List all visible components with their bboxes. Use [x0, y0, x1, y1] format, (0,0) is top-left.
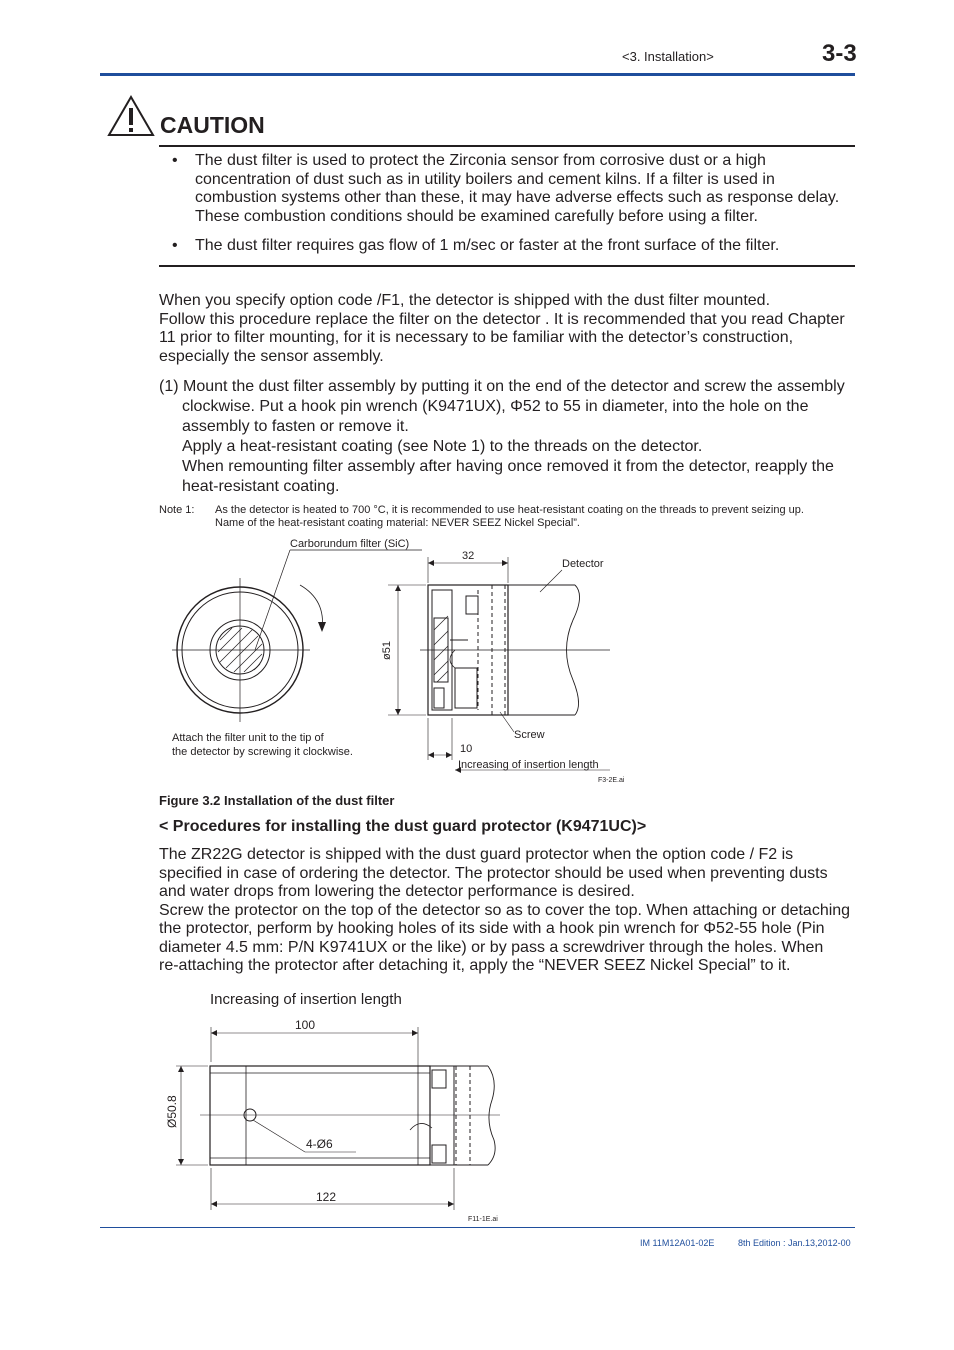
attach-note-line-2: the detector by screwing it clockwise.: [172, 746, 353, 758]
section-title: <3. Installation>: [622, 49, 714, 64]
bullet-line: The dust filter requires gas flow of 1 m/sec or faster at the front surface of the filter.: [195, 237, 780, 254]
para-line: Screw the protector on the top of the detector so as to cover the top. When attaching or detaching: [159, 901, 851, 919]
figure-caption: Figure 3.2 Installation of the dust filter: [159, 793, 395, 808]
section-heading: < Procedures for installing the dust guard protector (K9471UC)>: [159, 818, 647, 835]
note-1: [159, 504, 859, 532]
caution-bullet-list-2: [172, 237, 862, 256]
edition-info: 8th Edition : Jan.13,2012-00: [738, 1238, 851, 1248]
step-1: [159, 377, 859, 497]
step-line: assembly to fasten or remove it.: [182, 418, 409, 435]
document-id: IM 11M12A01-02E: [640, 1238, 715, 1248]
para-line: the protector, perform by hooking holes of its side with a hook pin wrench for Φ52-55 hole (Pin: [159, 920, 825, 937]
page-number: 3-3: [822, 40, 857, 67]
caution-bullet-1: [172, 152, 862, 226]
bullet-line: concentration of dust such as in utility boilers and cement kilns. If a filter is used in: [195, 170, 775, 188]
intro-paragraph: [159, 292, 859, 366]
step-line: clockwise. Put a hook pin wrench (K9471UX), Φ52 to 55 in diameter, into the hole on the: [182, 398, 809, 415]
insertion-label-2: Increasing of insertion length: [210, 991, 402, 1008]
para-line: and water drops from lowering the detector performance is desired.: [159, 883, 635, 900]
dim-50-8: Ø50.8: [165, 1095, 179, 1128]
para-line: The ZR22G detector is shipped with the dust guard protector when the option code / F2 is: [159, 846, 794, 863]
dim-100: 100: [295, 1018, 316, 1032]
screw-label: Screw: [514, 729, 545, 741]
dim-51: ø51: [381, 641, 393, 660]
insertion-label: Increasing of insertion length: [458, 759, 599, 771]
footer-divider: [100, 1227, 855, 1228]
caution-bullet-list: [172, 152, 862, 226]
bullet-line: combustion systems other than these, it may have adverse effects such as response delay.: [195, 189, 840, 206]
note-line: As the detector is heated to 700 °C, it is recommended to use heat-resistant coating on the threads to prevent seizing up.: [215, 504, 804, 516]
step-line: When remounting filter assembly after having once removed it from the detector, reapply the: [182, 458, 834, 475]
step-line: Apply a heat-resistant coating (see Note 1) to the threads on the detector.: [182, 438, 703, 455]
dim-10: 10: [460, 743, 473, 755]
intro-line: When you specify option code /F1, the detector is shipped with the dust filter mounted.: [159, 292, 771, 309]
step-line: (1) Mount the dust filter assembly by putting it on the end of the detector and screw the assembly: [159, 378, 845, 395]
bullet-line: The dust filter is used to protect the Zirconia sensor from corrosive dust or a high: [195, 152, 766, 169]
bullet-dot: •: [172, 237, 178, 254]
figure-file-id: F3-2E.ai: [598, 777, 625, 784]
attach-note-line-1: Attach the filter unit to the tip of: [172, 732, 324, 744]
caution-bottom-rule: [159, 265, 855, 267]
figure2-file-id: F11-1E.ai: [468, 1216, 498, 1223]
dim-32: 32: [462, 550, 475, 562]
header-divider: [100, 73, 855, 76]
intro-line: especially the sensor assembly.: [159, 347, 384, 365]
warning-triangle-icon: [107, 95, 155, 137]
intro-line: Follow this procedure replace the filter on the detector . It is recommended that you read Chapter: [159, 310, 845, 328]
dust-filter-installation-diagram: [160, 532, 660, 787]
filter-label: Carborundum filter (SiC): [290, 538, 410, 550]
para-line: diameter 4.5 mm: P/N K9741UX or the like) or by pass a screwdriver through the holes. When: [159, 938, 824, 956]
dust-guard-protector-diagram: [160, 985, 520, 1225]
holes-label: 4-Ø6: [306, 1137, 333, 1151]
para-line: specified in case of ordering the detector. The protector should be used when preventing dusts: [159, 864, 828, 882]
note-label: Note 1:: [159, 504, 195, 516]
caution-top-rule: [159, 145, 855, 147]
dim-122: 122: [316, 1190, 337, 1204]
note-line: Name of the heat-resistant coating material: NEVER SEEZ Nickel Special”.: [215, 517, 580, 529]
para-line: re-attaching the protector after detaching it, apply the “NEVER SEEZ Nickel Special” to it.: [159, 957, 791, 974]
step-line: heat-resistant coating.: [182, 478, 340, 495]
caution-title: CAUTION: [160, 112, 265, 138]
note-body: [215, 504, 865, 530]
bullet-dot: •: [172, 152, 178, 169]
intro-line: 11 prior to filter mounting, for it is necessary to be familiar with the detector’s construction,: [159, 329, 794, 346]
detector-label: Detector: [562, 558, 604, 570]
section2-paragraph: [159, 846, 869, 976]
caution-bullet-2: [172, 237, 862, 256]
bullet-line: These combustion conditions should be examined carefully before using a filter.: [195, 207, 758, 225]
